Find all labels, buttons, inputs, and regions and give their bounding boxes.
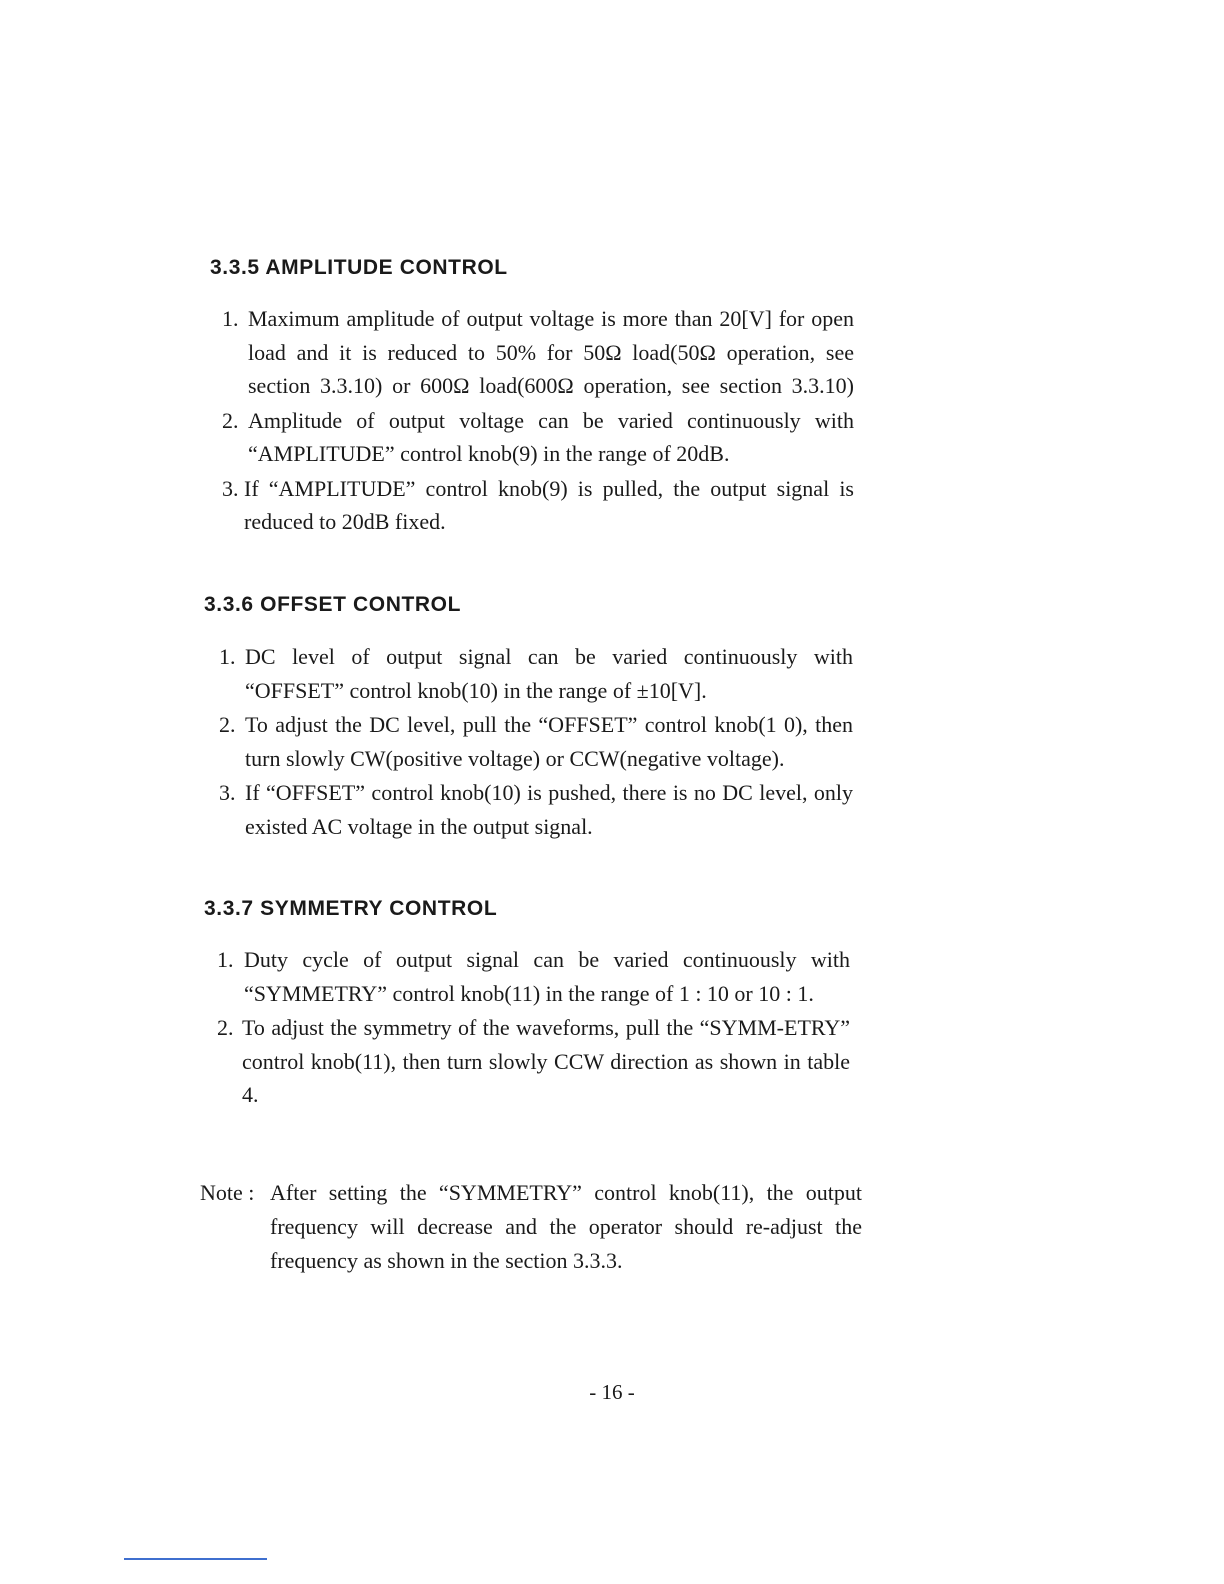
list-item bbox=[219, 708, 853, 775]
item-text: DC level of output signal can be varied continuously with “OFFSET” control knob(10) in the range of ±10[V]. bbox=[245, 644, 853, 703]
list-item bbox=[219, 640, 853, 707]
bottom-rule bbox=[124, 1558, 267, 1560]
list-item bbox=[222, 404, 854, 471]
item-text: If “AMPLITUDE” control knob(9) is pulled, the output signal is reduced to 20dB fixed. bbox=[244, 475, 854, 534]
section-heading-symmetry-control: 3.3.7 SYMMETRY CONTROL bbox=[204, 897, 498, 920]
section-heading-offset-control: 3.3.6 OFFSET CONTROL bbox=[204, 593, 462, 616]
item-text: Duty cycle of output signal can be varied continuously with “SYMMETRY” control knob(11) in the range of 1 : 10 or 10 : 1. bbox=[244, 947, 850, 1006]
list-item bbox=[222, 302, 854, 403]
item-number: 1. bbox=[219, 644, 236, 669]
list-item bbox=[219, 776, 853, 843]
symmetry-control-list bbox=[217, 943, 850, 1113]
section-heading-amplitude-control: 3.3.5 AMPLITUDE CONTROL bbox=[210, 256, 508, 279]
item-text: To adjust the symmetry of the waveforms, pull the “SYMM-ETRY” control knob(11), then turn slowly CCW direction as shown in table 4. bbox=[242, 1015, 850, 1107]
item-number: 2. bbox=[219, 712, 236, 737]
note-block bbox=[200, 1176, 864, 1286]
list-item bbox=[222, 472, 854, 539]
item-text: If “OFFSET” control knob(10) is pushed, there is no DC level, only existed AC voltage in the output signal. bbox=[245, 780, 853, 839]
item-number: 3. bbox=[222, 475, 239, 501]
page-number: - 16 - bbox=[589, 1380, 635, 1404]
item-text: To adjust the DC level, pull the “OFFSET” control knob(1 0), then turn slowly CW(positive voltage) or CCW(negative voltage). bbox=[245, 712, 853, 771]
item-number: 2. bbox=[217, 1015, 234, 1040]
item-number: 2. bbox=[222, 407, 239, 433]
list-item bbox=[217, 943, 850, 1010]
amplitude-control-list bbox=[222, 302, 854, 540]
offset-control-list bbox=[219, 640, 853, 844]
item-number: 1. bbox=[222, 306, 239, 331]
item-number: 3. bbox=[219, 780, 236, 805]
list-item bbox=[217, 1011, 850, 1112]
note-label: Note : bbox=[200, 1180, 255, 1205]
note-text: After setting the “SYMMETRY” control knob(11), the output frequency will decrease and the operator should re-adjust the frequency as shown in the section 3.3.3. bbox=[270, 1180, 862, 1273]
item-number: 1. bbox=[217, 947, 234, 972]
item-text: Amplitude of output voltage can be varied continuously with “AMPLITUDE” control knob(9) in the range of 20dB. bbox=[248, 407, 854, 466]
item-text: Maximum amplitude of output voltage is more than 20[V] for open load and it is reduced to 50% for 50Ω load(50Ω operation, see section 3.3.10) or 600Ω load(600Ω operation, see section 3.3.10) bbox=[248, 306, 854, 398]
